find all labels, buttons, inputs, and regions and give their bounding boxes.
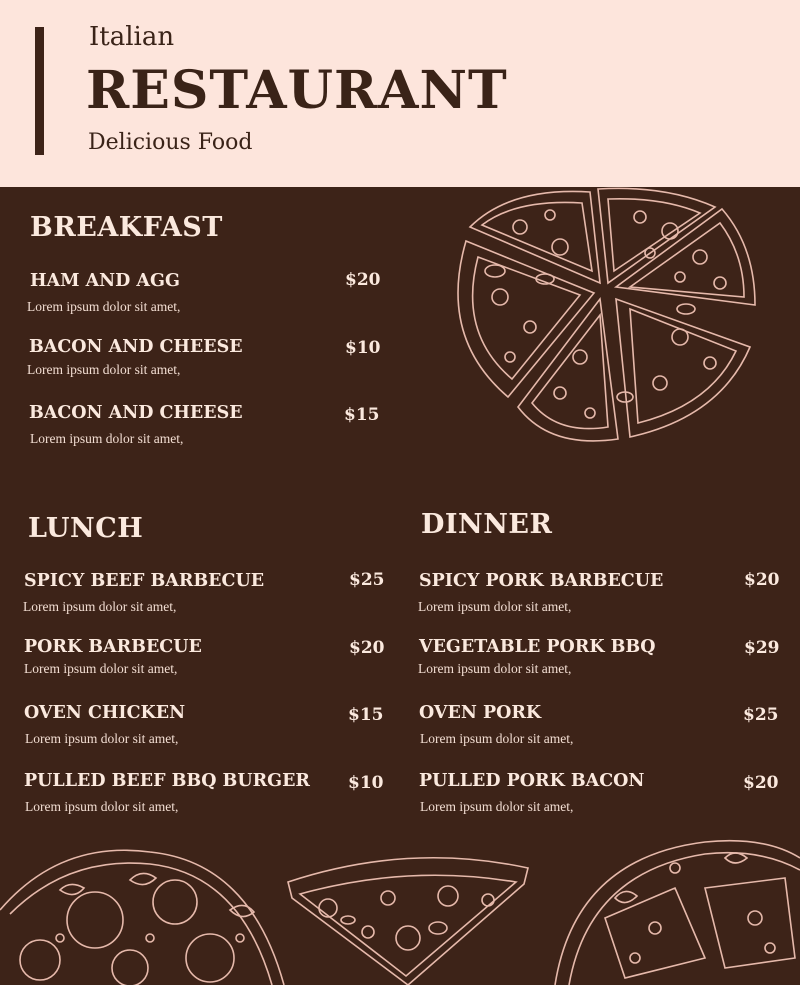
- vegetable-pizza-illustration-icon: [555, 838, 800, 985]
- menu-item-price: $25: [349, 570, 385, 590]
- menu-item-name: OVEN PORK: [419, 703, 542, 723]
- header-kicker: Italian: [89, 22, 175, 52]
- section-title-breakfast: BREAKFAST: [30, 212, 223, 243]
- menu-item-price: $20: [345, 270, 381, 290]
- menu-item-desc: Lorem ipsum dolor sit amet,: [23, 599, 177, 614]
- menu-item-price: $10: [345, 338, 381, 358]
- menu-item-name: VEGETABLE PORK BBQ: [419, 637, 656, 657]
- menu-item-desc: Lorem ipsum dolor sit amet,: [27, 362, 181, 377]
- restaurant-title: RESTAURANT: [86, 60, 508, 121]
- menu-item-name: PULLED BEEF BBQ BURGER: [24, 771, 310, 791]
- menu-item-desc: Lorem ipsum dolor sit amet,: [420, 731, 574, 746]
- menu-item-name: PORK BARBECUE: [24, 637, 202, 657]
- menu-item-name: SPICY BEEF BARBECUE: [24, 571, 265, 591]
- accent-bar: [35, 27, 44, 155]
- pizza-slice-illustration-icon: [288, 848, 533, 985]
- menu-item-price: $15: [348, 705, 384, 725]
- header-banner: [0, 0, 800, 187]
- menu-item-desc: Lorem ipsum dolor sit amet,: [27, 299, 181, 314]
- menu-item-price: $15: [344, 405, 380, 425]
- menu-item-desc: Lorem ipsum dolor sit amet,: [25, 731, 179, 746]
- menu-item-price: $20: [349, 638, 385, 658]
- menu-item-price: $29: [744, 638, 780, 658]
- menu-item-desc: Lorem ipsum dolor sit amet,: [418, 661, 572, 676]
- menu-item-desc: Lorem ipsum dolor sit amet,: [420, 799, 574, 814]
- section-title-lunch: LUNCH: [28, 513, 144, 544]
- menu-item-desc: Lorem ipsum dolor sit amet,: [30, 431, 184, 446]
- header-tagline: Delicious Food: [88, 130, 253, 155]
- sliced-pizza-illustration-icon: [450, 187, 760, 445]
- menu-item-name: HAM AND AGG: [30, 271, 180, 291]
- menu-item-price: $25: [743, 705, 779, 725]
- menu-item-name: BACON AND CHEESE: [29, 337, 243, 357]
- menu-item-price: $10: [348, 773, 384, 793]
- pepperoni-pizza-illustration-icon: [0, 850, 285, 985]
- menu-item-name: OVEN CHICKEN: [24, 703, 186, 723]
- menu-item-desc: Lorem ipsum dolor sit amet,: [24, 661, 178, 676]
- menu-item-price: $20: [743, 773, 779, 793]
- menu-item-desc: Lorem ipsum dolor sit amet,: [25, 799, 179, 814]
- menu-item-name: BACON AND CHEESE: [29, 403, 243, 423]
- menu-item-name: SPICY PORK BARBECUE: [419, 571, 664, 591]
- section-title-dinner: DINNER: [421, 509, 553, 540]
- menu-item-name: PULLED PORK BACON: [419, 771, 645, 791]
- menu-item-desc: Lorem ipsum dolor sit amet,: [418, 599, 572, 614]
- menu-item-price: $20: [744, 570, 780, 590]
